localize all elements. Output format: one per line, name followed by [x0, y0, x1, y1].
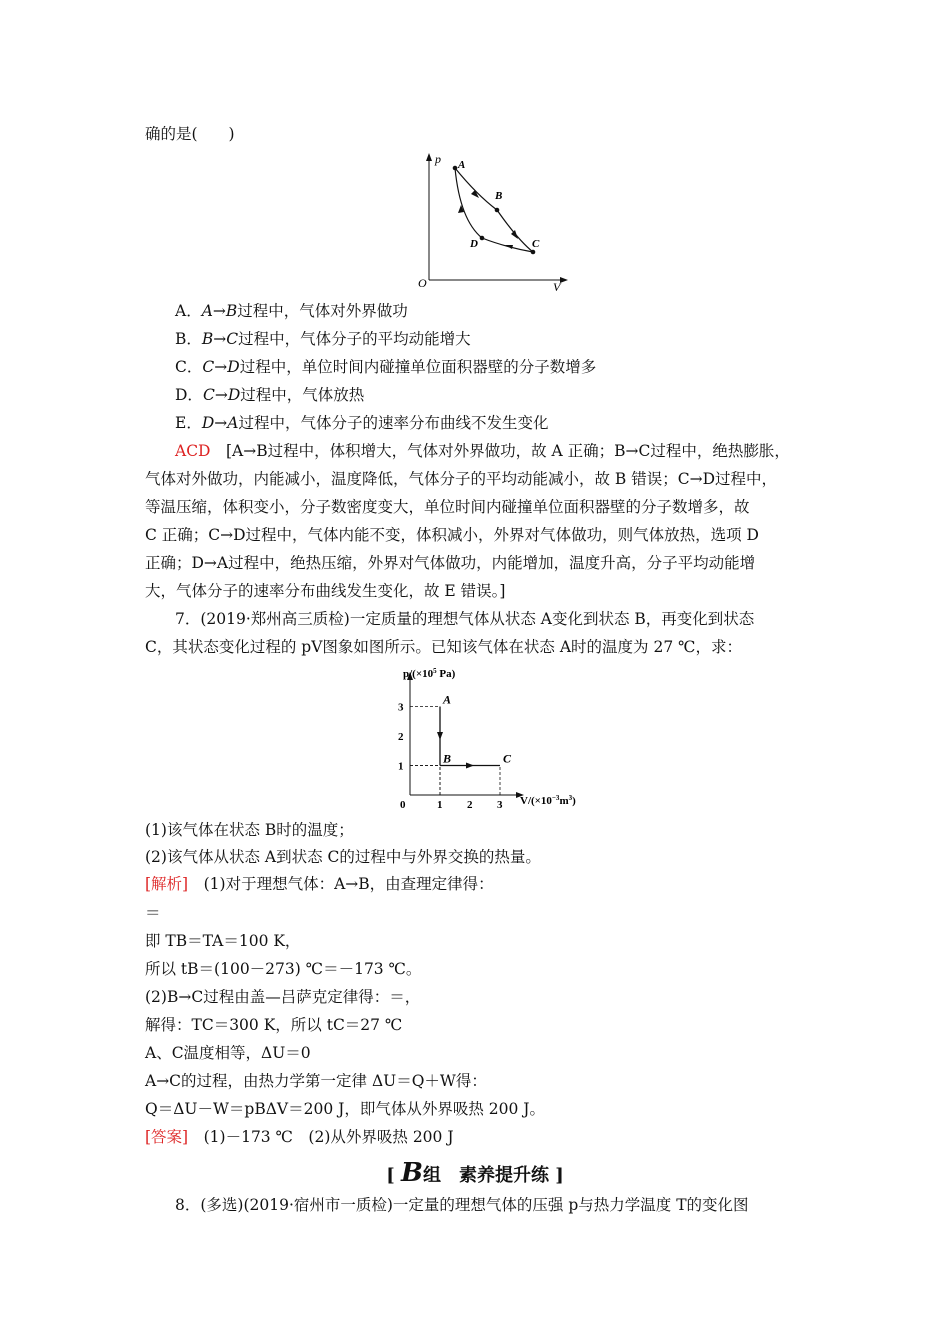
arrow-bc — [511, 230, 518, 239]
point-b — [495, 208, 500, 213]
pv-process-chart — [370, 662, 600, 812]
option-b[interactable]: B．B→C过程中，气体分子的平均动能增大 — [175, 330, 471, 348]
q6-exp-6: 大，气体分子的速率分布曲线发生变化，故 E 错误。] — [145, 582, 506, 600]
label-b: B — [495, 190, 503, 202]
q7-step-3: 所以 tB＝(100－273) ℃＝－173 ℃。 — [145, 960, 422, 978]
option-a[interactable]: A．A→B过程中，气体对外界做功 — [175, 302, 408, 320]
section-banner: [ B组 素养提升练 ] — [386, 1158, 564, 1188]
q7-step-8: Q＝ΔU－W＝pBΔV＝200 J，即气体从外界吸热 200 J。 — [145, 1100, 545, 1118]
q7-step-7: A→C的过程，由热力学第一定律 ΔU＝Q＋W得： — [145, 1072, 487, 1090]
y-tick-3: 3 — [398, 701, 404, 714]
q7-sub-2: (2)该气体从状态 A到状态 C的过程中与外界交换的热量。 — [145, 848, 541, 866]
label-d: D — [470, 238, 478, 250]
arrow-cd — [505, 245, 513, 249]
option-d[interactable]: D．C→D过程中，气体放热 — [175, 386, 365, 404]
q7-step-6: A、C温度相等，ΔU＝0 — [145, 1044, 311, 1062]
point-label-a: A — [443, 692, 452, 707]
label-a: A — [458, 159, 466, 171]
arrow-a-b — [437, 732, 443, 740]
jiexi-tag: [解析] — [145, 875, 189, 893]
q7-step-2: 即 TB＝TA＝100 K， — [145, 932, 301, 950]
option-e[interactable]: E．D→A过程中，气体分子的速率分布曲线不发生变化 — [175, 414, 549, 432]
y-tick-2: 2 — [398, 731, 404, 743]
q7-sub-1: (1)该气体在状态 B时的温度； — [145, 821, 354, 839]
point-d — [480, 236, 485, 241]
q8-line-1: 8．(多选)(2019·宿州市一质检)一定量的理想气体的压强 p与热力学温度 T的变化图 — [175, 1196, 749, 1214]
v-axis-arrow — [560, 277, 568, 283]
q6-stem: 确的是( ) — [145, 125, 235, 143]
q6-exp-5: 正确；D→A过程中，绝热压缩，外界对气体做功，内能增加，温度升高，分子平均动能增 — [145, 554, 756, 572]
daan-tag: [答案] — [145, 1128, 189, 1146]
section-letter: B — [401, 1158, 423, 1188]
arrow-b-c — [466, 763, 474, 769]
p-axis-label: p — [435, 152, 441, 166]
q6-answer: ACD — [175, 442, 211, 460]
q7-step-5: 解得：TC＝300 K，所以 tC＝27 ℃ — [145, 1016, 403, 1034]
option-c[interactable]: C．C→D过程中，单位时间内碰撞单位面积器壁的分子数增多 — [175, 358, 597, 376]
q7-line-1: 7．(2019·郑州高三质检)一定质量的理想气体从状态 A变化到状态 B，再变化到状态 — [175, 610, 755, 628]
q6-exp-2: 气体对外做功，内能减小，温度降低，气体分子的平均动能减小，故 B 错误；C→D过程中， — [145, 470, 778, 488]
point-a — [453, 166, 458, 171]
daan-text: (1)－173 ℃ (2)从外界吸热 200 J — [203, 1128, 454, 1146]
jiexi-text: (1)对于理想气体：A→B，由查理定律得： — [203, 875, 494, 893]
y-axis-label: $p/(\times 10^5$ Pa) — [403, 667, 456, 680]
point-label-b: B — [443, 751, 452, 766]
q6-exp-4: C 正确；C→D过程中，气体内能不变，体积减小，外界对气体做功，则气体放热，选项 D — [145, 526, 759, 544]
x-tick-3: 3 — [497, 799, 503, 811]
q7-line-2: C，其状态变化过程的 pV图象如图所示。已知该气体在状态 A时的温度为 27 ℃，求： — [145, 638, 742, 656]
q6-exp-3: 等温压缩，体积变小，分子数密度变大，单位时间内碰撞单位面积器壁的分子数增多，故 — [145, 498, 750, 516]
point-label-c: C — [503, 751, 512, 766]
label-c: C — [532, 238, 540, 250]
x-axis-label: $V/(\times 10^{-3}m^3)$ — [520, 794, 576, 807]
point-c — [531, 250, 536, 255]
x-tick-1: 1 — [437, 799, 443, 811]
q7-answer-line — [145, 1127, 454, 1147]
x-tick-0: 0 — [400, 799, 406, 811]
origin-label: O — [418, 276, 427, 290]
x-tick-2: 2 — [467, 799, 473, 811]
q6-exp-1: [A→B过程中，体积增大，气体对外界做功，故 A 正确；B→C过程中，绝热膨胀， — [226, 442, 790, 460]
p-axis-arrow — [426, 153, 432, 161]
q7-jiexi-line — [145, 874, 494, 894]
curve-d-a — [455, 168, 482, 238]
pv-cycle-figure — [415, 150, 575, 295]
v-axis-label: V — [553, 280, 561, 294]
q7-step-1: ＝ — [145, 904, 161, 922]
q7-step-4: (2)B→C过程由盖—吕萨克定律得：＝， — [145, 988, 421, 1006]
q6-answer-line — [175, 441, 790, 461]
y-tick-1: 1 — [398, 760, 404, 773]
